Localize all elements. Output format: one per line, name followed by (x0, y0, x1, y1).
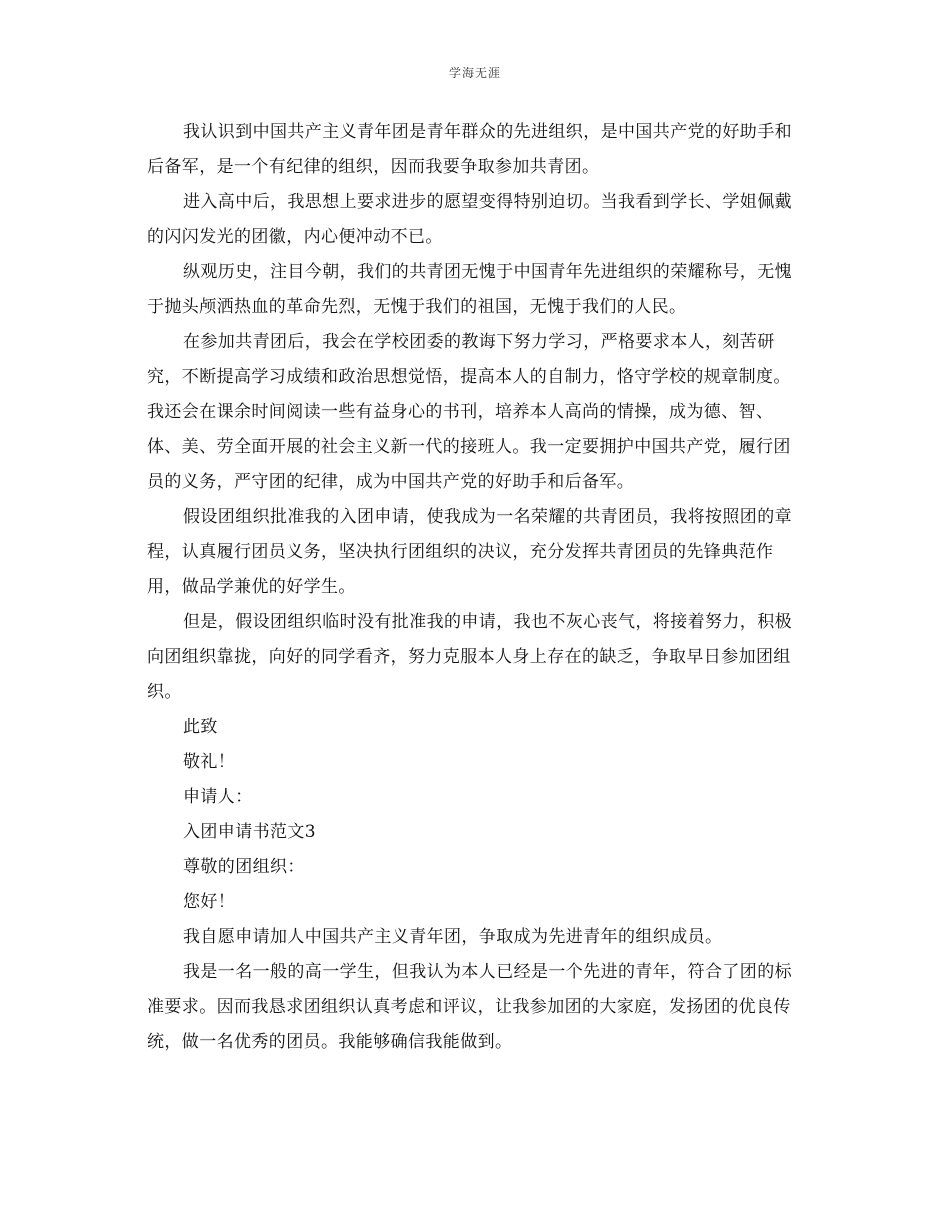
page-header: 学海无涯 (448, 66, 501, 80)
paragraph-2: 进入高中后，我思想上要求进步的愿望变得特别迫切。当我看到学长、学姐佩戴的闪闪发光的团徽，内心便冲动不已。 (147, 192, 792, 247)
paragraph-3: 纵观历史，注目今朝，我们的共青团无愧于中国青年先进组织的荣耀称号，无愧于抛头颅洒热血的革命先烈，无愧于我们的祖国，无愧于我们的人民。 (147, 262, 792, 317)
paragraph-5: 假设团组织批准我的入团申请，使我成为一名荣耀的共青团员，我将按照团的章程，认真履行团员义务，坚决执行团组织的决议，充分发挥共青团员的先锋典范作用，做品学兼优的好学生。 (147, 507, 792, 597)
greeting-recipient: 尊敬的团组织： (183, 857, 305, 877)
greeting: 您好！ (183, 892, 236, 912)
paragraph-6: 但是，假设团组织临时没有批准我的申请，我也不灰心丧气，将接着努力，积极向团组织靠拢，向好的同学看齐，努力克服本人身上存在的缺乏，争取早日参加团组织。 (147, 612, 792, 702)
paragraph-1: 我认识到中国共产主义青年团是青年群众的先进组织，是中国共产党的好助手和后备军，是一个有纪律的组织，因而我要争取参加共青团。 (147, 122, 792, 177)
document-body (147, 115, 803, 1060)
paragraph-4: 在参加共青团后，我会在学校团委的教诲下努力学习，严格要求本人，刻苦研究，不断提高学习成绩和政治思想觉悟，提高本人的自制力，恪守学校的规章制度。我还会在课余时间阅读一些有益身心的书刊，培养本人高尚的情操，成为德、智、体、美、劳全面开展的社会主义新一代的接班人。我一定要拥护中国共产党，履行团员的义务，严守团的纪律，成为中国共产党的好助手和后备军。 (147, 332, 791, 492)
applicant-label: 申请人： (183, 787, 253, 807)
closing-salutation: 此致 (183, 717, 218, 737)
paragraph-7: 我自愿申请加人中国共产主义青年团，争取成为先进青年的组织成员。 (183, 927, 723, 947)
section-title: 入团申请书范文3 (183, 822, 317, 842)
closing-regards: 敬礼！ (183, 752, 236, 772)
paragraph-8: 我是一名一般的高一学生，但我认为本人已经是一个先进的青年，符合了团的标准要求。因而我恳求团组织认真考虑和评议，让我参加团的大家庭，发扬团的优良传统，做一名优秀的团员。我能够确信我能做到。 (147, 962, 792, 1052)
